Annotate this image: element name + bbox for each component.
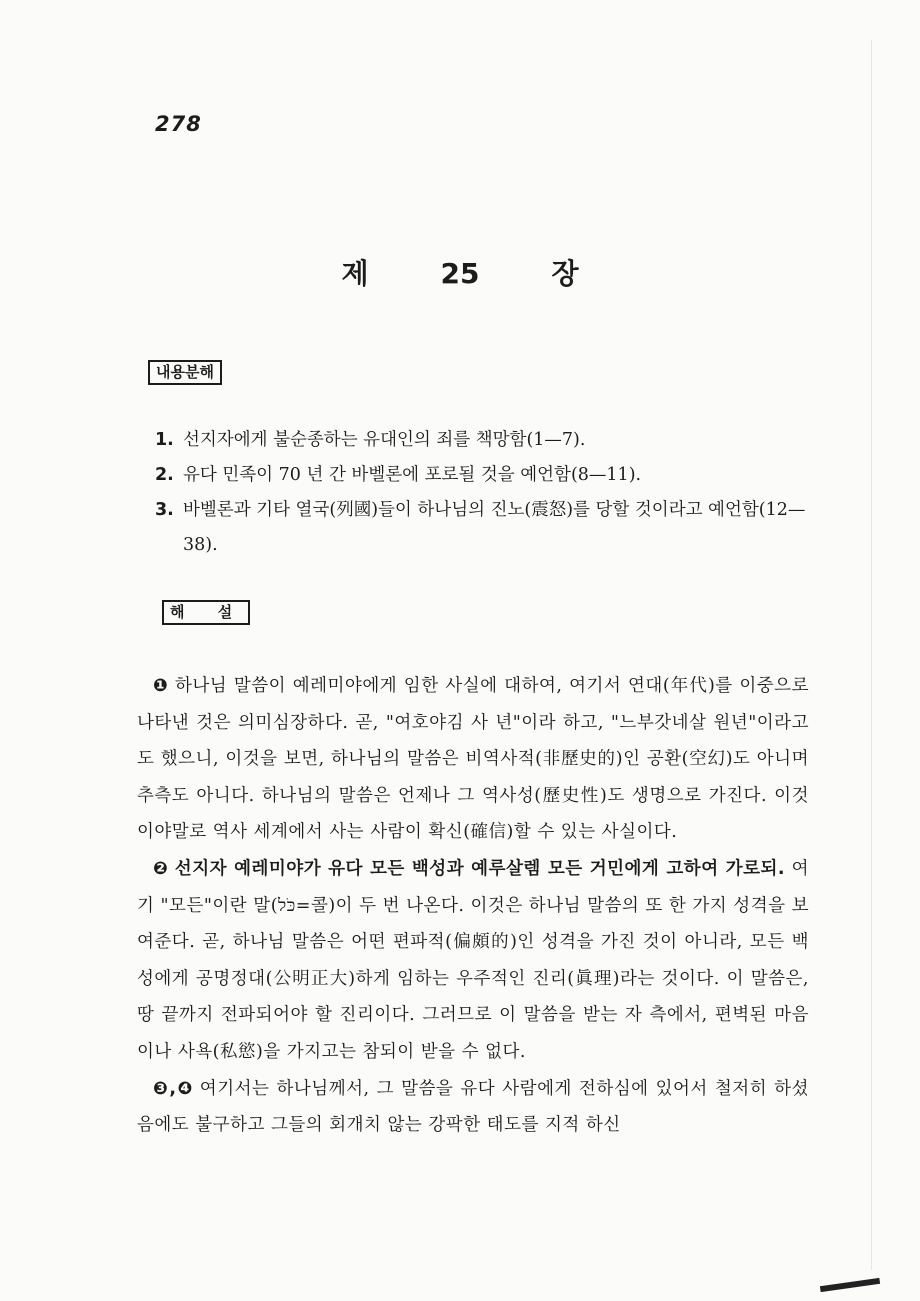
outline-text: 바벨론과 기타 열국(列國)들이 하나님의 진노(震怒)를 당할 것이라고 예언함(12—38). <box>183 500 806 555</box>
verse-marker: ❶ <box>153 676 169 696</box>
chapter-suffix: 장 <box>551 257 579 290</box>
outline-item <box>155 493 815 563</box>
outline-number: 1. <box>155 430 174 450</box>
verse-marker: ❸,❹ <box>153 1078 194 1099</box>
scan-artifact <box>820 1278 880 1292</box>
paragraph-text: 하나님 말씀이 예레미야에게 임한 사실에 대하여, 여기서 연대(年代)를 이중으로 나타낸 것은 의미심장하다. 곧, "여호야김 사 년"이라 하고, "느부갓네살 원년"이라고도 했으니, 이것을 보면, 하나님의 말씀은 비역사적(非歷史的)인 공환(空幻)도 아니며 추측도 아니다. 하나님의 말씀은 언제나 그 역사성(歷史性)도 생명으로 가진다. 이것이야말로 역사 세계에서 사는 사람이 확신(確信)할 수 있는 사실이다. <box>137 676 809 843</box>
outline-number: 2. <box>155 465 174 485</box>
content-outline <box>155 423 815 563</box>
verse-quote: 선지자 예레미야가 유다 모든 백성과 예루살렘 모든 거민에게 고하여 가로되. <box>174 858 786 879</box>
outline-item <box>155 423 815 458</box>
paragraph-text: 여기 "모든"이란 말(כֹּל=콜)이 두 번 나온다. 이것은 하나님 말씀의 또 한 가지 성격을 보여준다. 곧, 하나님 말씀은 어떤 편파적(偏頗的)인 성격을 가진 것이 아니라, 모든 백성에게 공명정대(公明正大)하게 임하는 우주적인 진리(眞理)라는 것이다. 이 말씀은, 땅 끝까지 전파되어야 할 진리이다. 그러므로 이 말씀을 받는 자 측에서, 편벽된 마음이나 사욕(私慾)을 가지고는 참되이 받을 수 없다. <box>137 858 809 1062</box>
page-edge-shadow <box>871 40 872 1270</box>
chapter-number: 25 <box>440 257 480 290</box>
summary-section-label: 내용분해 <box>148 360 222 385</box>
commentary-paragraph <box>137 851 809 1071</box>
commentary-section-label: 해 설 <box>162 600 250 625</box>
page-number: 278 <box>155 112 202 136</box>
outline-item <box>155 458 815 493</box>
paragraph-text: 여기서는 하나님께서, 그 말씀을 유다 사람에게 전하심에 있어서 철저히 하셨음에도 불구하고 그들의 회개치 않는 강팍한 태도를 지적 하신 <box>137 1078 809 1136</box>
outline-text: 유다 민족이 70 년 간 바벨론에 포로될 것을 예언함(8—11). <box>183 465 642 485</box>
verse-marker: ❷ <box>153 858 169 879</box>
commentary-paragraph <box>137 668 809 851</box>
chapter-title <box>0 252 920 292</box>
commentary-paragraph <box>137 1071 809 1144</box>
outline-number: 3. <box>155 500 174 520</box>
chapter-prefix: 제 <box>341 257 369 290</box>
outline-text: 선지자에게 불순종하는 유대인의 죄를 책망함(1—7). <box>183 430 586 450</box>
commentary-body <box>137 668 809 1144</box>
